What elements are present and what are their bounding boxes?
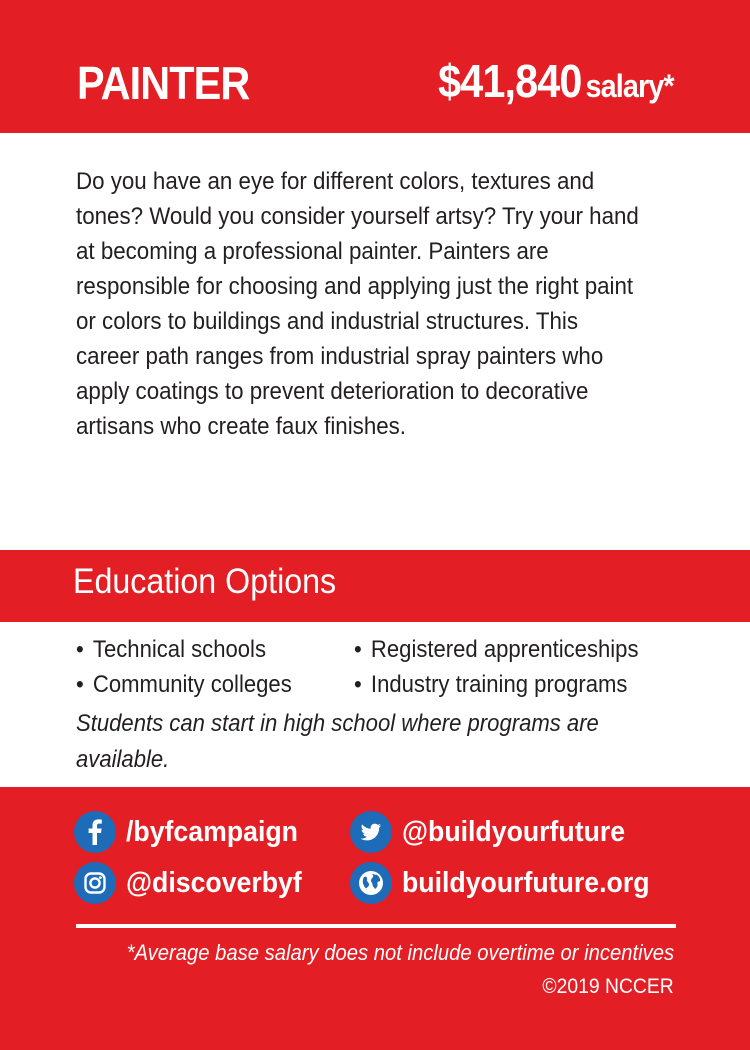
salary-amount: $41,840 [438, 55, 582, 107]
facebook-link[interactable] [74, 811, 313, 853]
facebook-icon [74, 811, 116, 853]
instagram-link[interactable] [74, 862, 317, 904]
salary-disclaimer: *Average base salary does not include overtime or incentives [126, 940, 674, 965]
education-option: • Registered apprenticeships [354, 632, 667, 667]
salary-label: salary* [585, 68, 674, 104]
website-url: buildyourfuture.org [402, 866, 650, 899]
website-link[interactable] [350, 862, 671, 904]
salary [438, 54, 674, 108]
facebook-handle: /byfcampaign [126, 815, 298, 848]
copyright: ©2019 NCCER [542, 975, 674, 998]
globe-icon [350, 862, 392, 904]
footer-divider [76, 924, 676, 928]
twitter-handle: @buildyourfuture [402, 815, 626, 848]
education-option: • Technical schools [76, 632, 332, 667]
job-title: PAINTER [77, 57, 250, 109]
job-description: Do you have an eye for different colors, textures and tones? Would you consider yourself artsy? Try your hand at becoming a professional painter. Painters are responsible for choosing and applying just the right paint or colors to buildings and industrial structures. This career path ranges from industrial spray painters who apply coatings to prevent deterioration to decorative artisans who create faux finishes. [76, 168, 639, 440]
twitter-icon [350, 811, 392, 853]
education-option: • Community colleges [76, 667, 332, 702]
instagram-icon [74, 862, 116, 904]
education-option: • Industry training programs [354, 667, 667, 702]
twitter-link[interactable] [350, 811, 645, 853]
instagram-handle: @discoverbyf [126, 866, 302, 899]
education-heading: Education Options [73, 562, 337, 601]
education-options-list [76, 632, 696, 702]
education-note: Students can start in high school where programs are available. [76, 710, 599, 773]
